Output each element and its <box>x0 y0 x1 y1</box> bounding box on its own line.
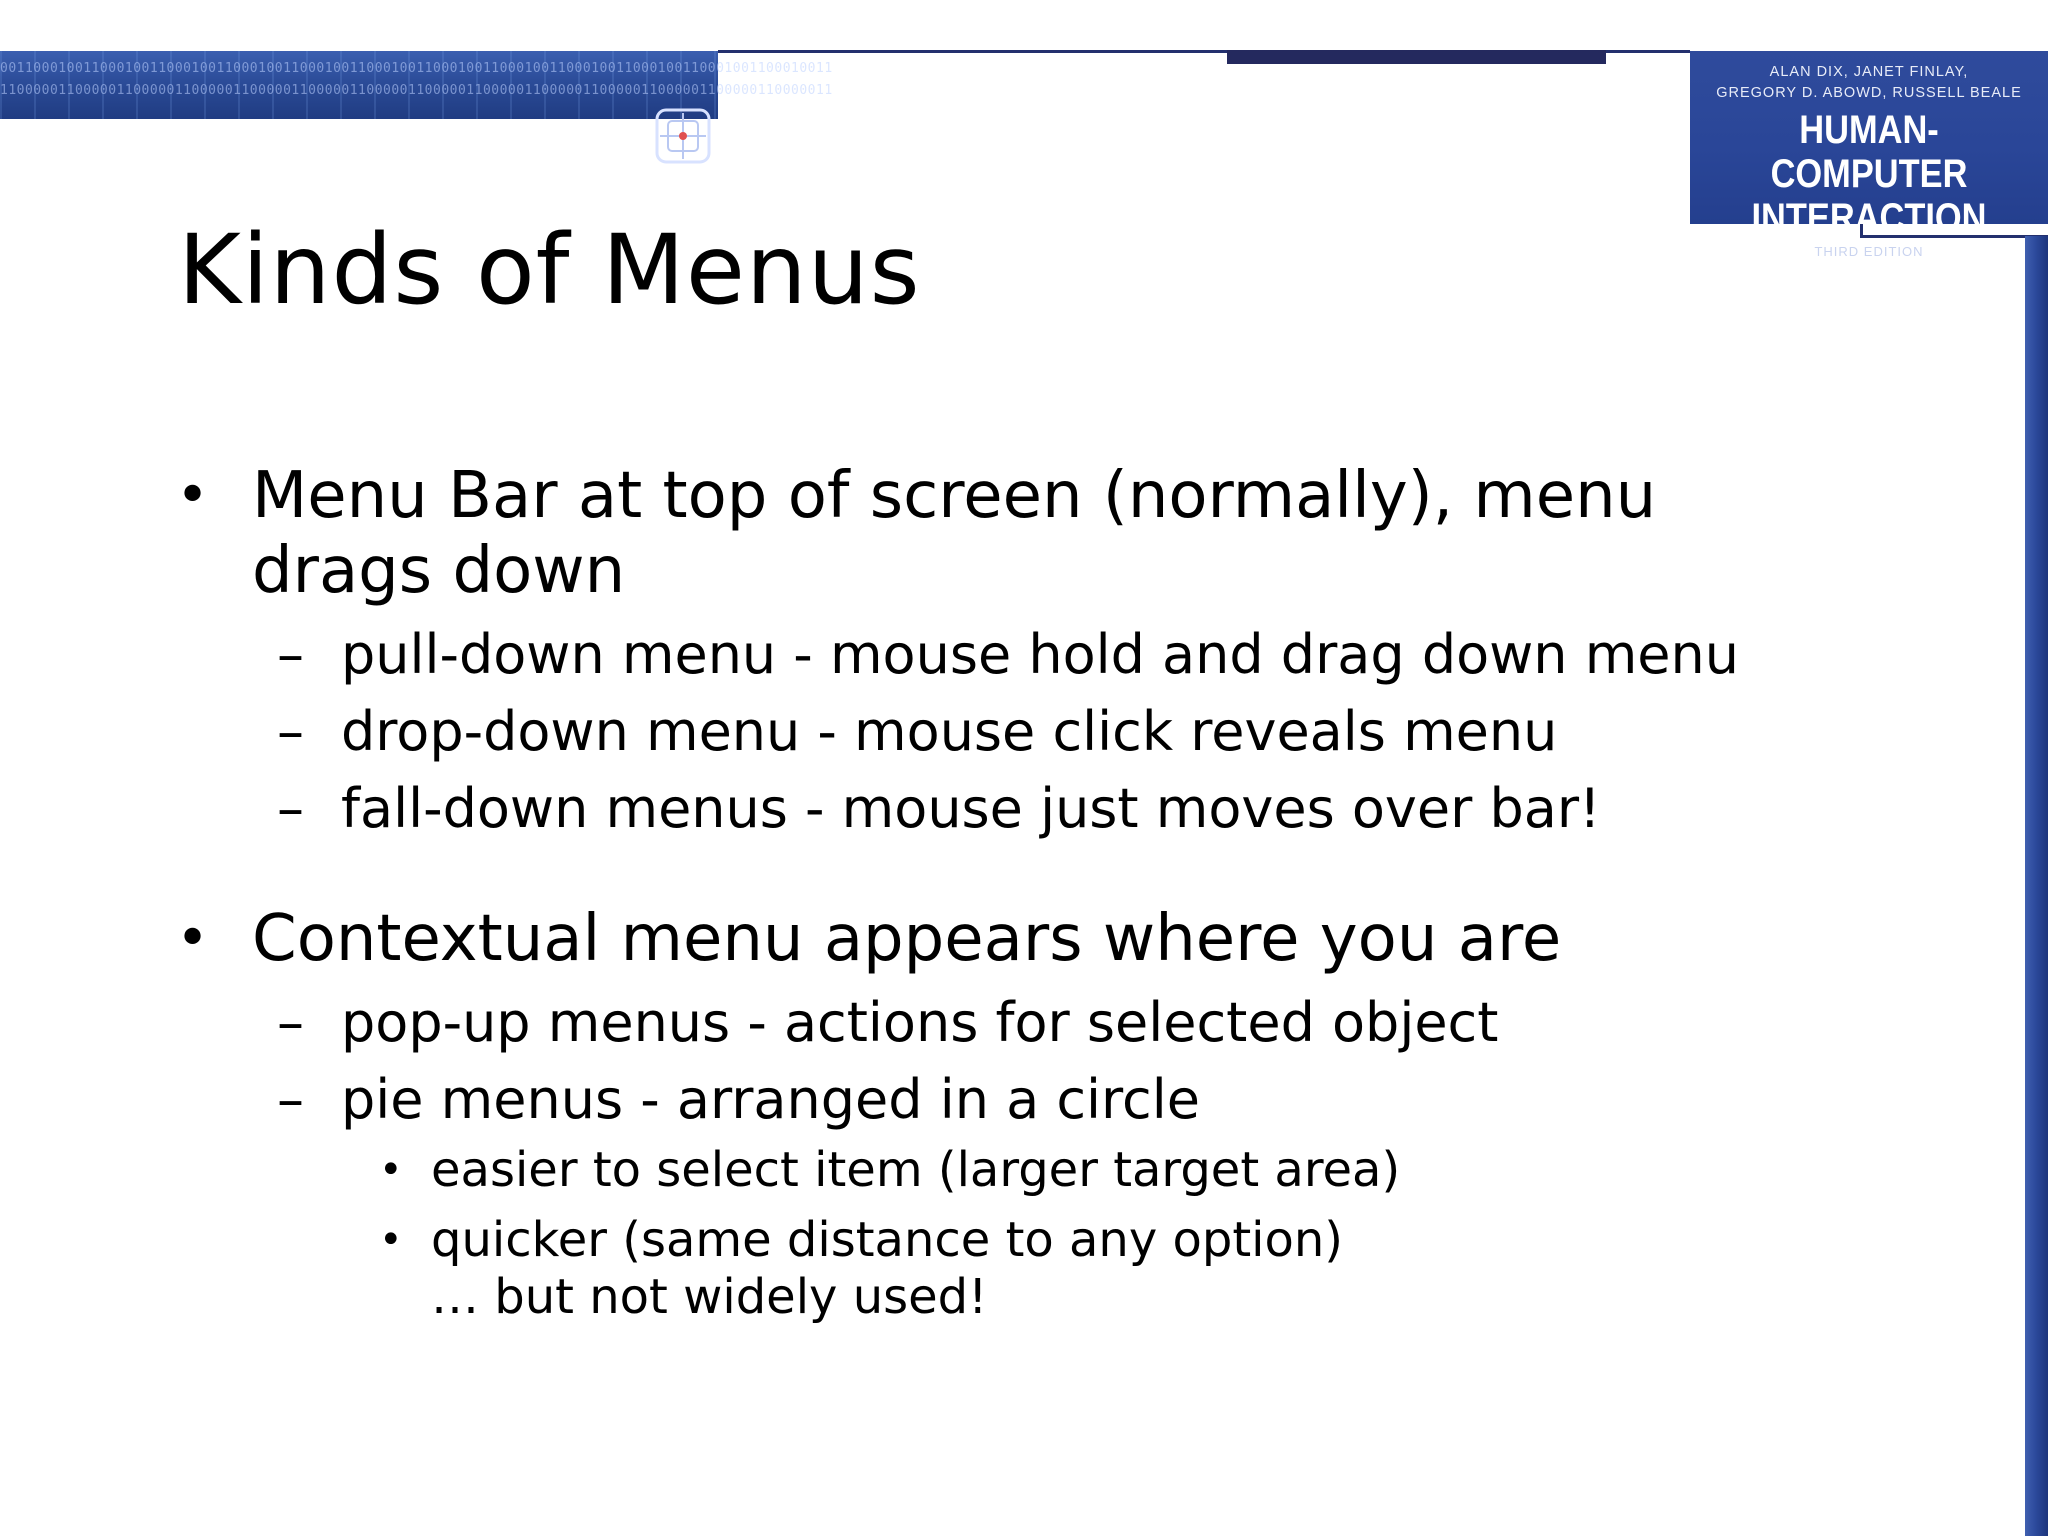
bullet-item <box>176 902 1562 976</box>
book-authors: ALAN DIX, JANET FINLAY, GREGORY D. ABOWD, RUSSELL BEALE <box>1716 64 2022 101</box>
dash-marker: – <box>277 623 304 686</box>
dash-marker: – <box>277 777 304 840</box>
sub-sub-bullet-continuation: … but not widely used! <box>431 1269 988 1325</box>
bullet-text: Contextual menu appears where you are <box>252 902 1562 976</box>
sub-sub-bullet-text: easier to select item (larger target area) <box>431 1142 1401 1198</box>
sub-bullet-item <box>277 617 1739 693</box>
bullet-item-continuation <box>252 535 625 607</box>
bullet-text: Menu Bar at top of screen (normally), menu <box>252 459 1657 533</box>
sub-bullet-item <box>277 771 1601 847</box>
bullet-marker: • <box>176 463 210 528</box>
bullet-marker: • <box>379 1147 403 1193</box>
sub-sub-bullet-item <box>379 1141 1401 1199</box>
sub-bullet-item <box>277 985 1499 1061</box>
bullet-marker: • <box>379 1217 403 1263</box>
book-title: HUMAN-COMPUTER INTERACTION <box>1751 108 1987 240</box>
sub-bullet-text: drop-down menu - mouse click reveals menu <box>341 700 1558 763</box>
sub-bullet-text: fall-down menus - mouse just moves over bar! <box>341 777 1601 840</box>
sub-sub-bullet-text: quicker (same distance to any option) <box>431 1212 1344 1268</box>
bullet-text: drags down <box>252 534 626 608</box>
bullet-marker: • <box>176 906 210 971</box>
sub-sub-bullet-item <box>379 1211 1344 1269</box>
bullet-item <box>176 459 1657 533</box>
sub-bullet-text: pie menus - arranged in a circle <box>341 1068 1200 1131</box>
sub-bullet-text: pop-up menus - actions for selected object <box>341 991 1499 1054</box>
slide-title: Kinds of Menus <box>178 214 921 326</box>
book-edition: THIRD EDITION <box>1814 244 1924 259</box>
dash-marker: – <box>277 1068 304 1131</box>
dash-marker: – <box>277 991 304 1054</box>
sub-bullet-text: pull-down menu - mouse hold and drag down menu <box>341 623 1739 686</box>
sub-bullet-item <box>277 694 1558 770</box>
sub-bullet-item <box>277 1062 1200 1138</box>
binary-row: 0011000100110001001100010011000100110001001100010011000100110001001100010011000100110001001100010011 <box>0 61 833 76</box>
binary-row: 1100000110000011000001100000110000011000001100000110000011000001100000110000011000001100000110000011 <box>0 83 833 98</box>
dash-marker: – <box>277 700 304 763</box>
